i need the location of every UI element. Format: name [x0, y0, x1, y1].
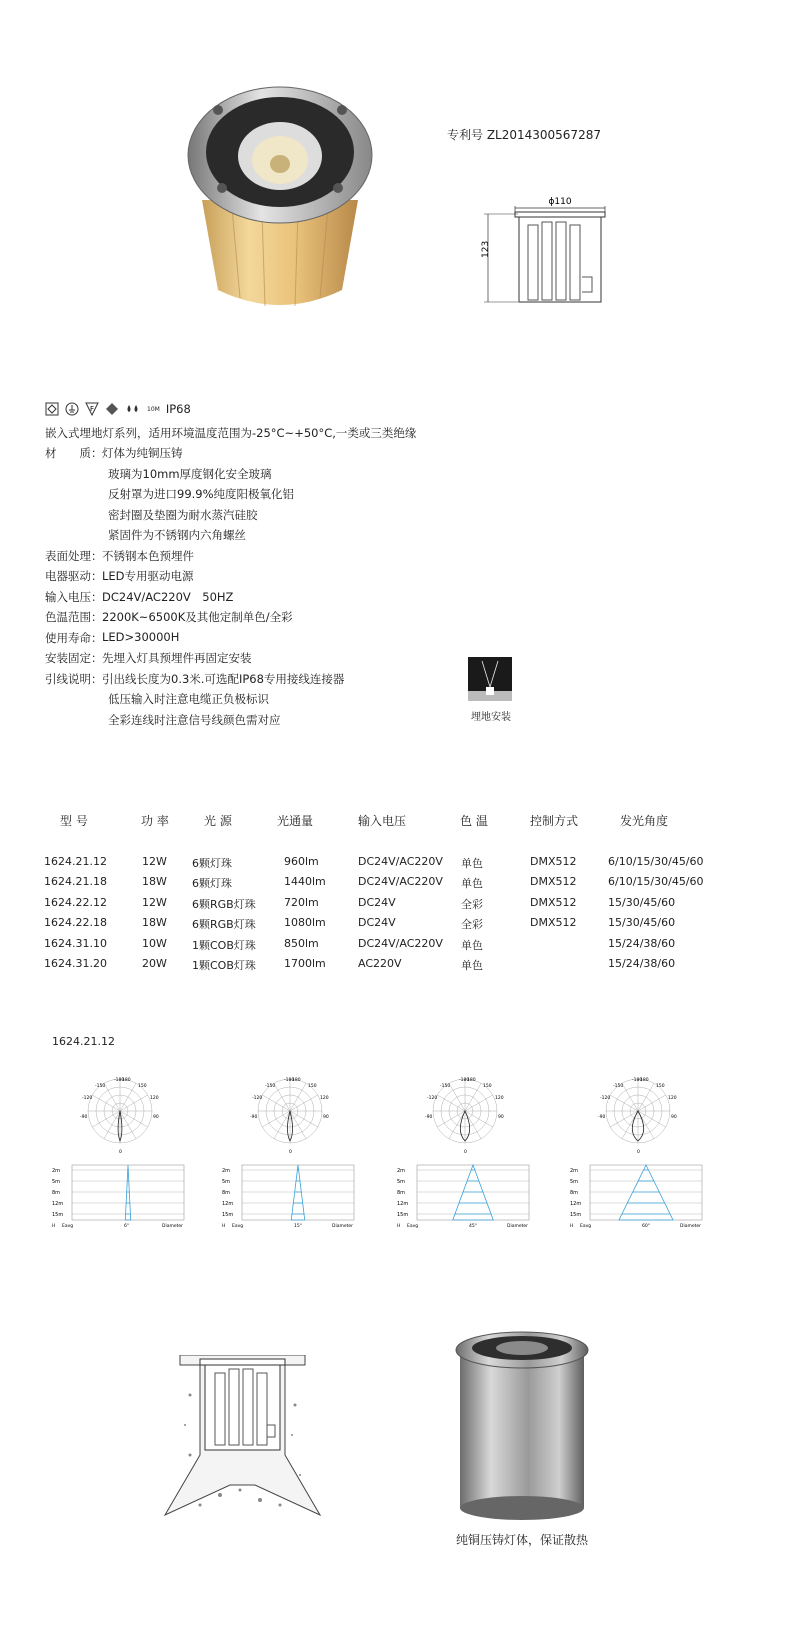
- table-cell: 720lm: [284, 895, 319, 909]
- distance-label: 2m: [52, 1168, 61, 1174]
- th-power: 功 率: [141, 814, 169, 828]
- table-row: [0, 896, 790, 917]
- polar-tick: 150: [483, 1084, 492, 1089]
- table-cell: 单色: [461, 877, 483, 891]
- table-cell: DC24V/AC220V: [358, 855, 443, 868]
- svg-text:H: H: [570, 1224, 574, 1229]
- product-photo-brass: [170, 80, 390, 320]
- polar-tick: 0: [289, 1150, 292, 1155]
- table-cell: 6颗RGB灯珠: [192, 897, 256, 911]
- spec-value: 反射罩为进口99.9%纯度阳极氧化铝: [108, 487, 295, 501]
- distance-label: 15m: [397, 1212, 409, 1218]
- table-cell: 1颗COB灯珠: [192, 938, 256, 952]
- polar-tick: 150: [308, 1084, 317, 1089]
- table-cell: DMX512: [530, 875, 577, 889]
- svg-text:Diameter: Diameter: [162, 1224, 184, 1229]
- table-cell: DMX512: [530, 916, 577, 930]
- table-cell: 1624.31.10: [44, 936, 107, 950]
- depth-mark: 10M: [147, 405, 160, 413]
- polar-tick: -180: [632, 1078, 643, 1083]
- table-row: [0, 875, 790, 896]
- table-cell: 单色: [461, 857, 483, 870]
- polar-tick: -90: [80, 1115, 88, 1120]
- spec-label: 表面处理：: [45, 549, 103, 563]
- polar-tick: -150: [265, 1084, 276, 1089]
- table-cell: 15/24/38/60: [608, 936, 676, 950]
- polar-tick: -150: [613, 1084, 624, 1089]
- distance-label: 12m: [570, 1201, 582, 1207]
- spec-value: 不锈钢本色预埋件: [102, 549, 194, 563]
- table-cell: 6颗RGB灯珠: [192, 918, 256, 932]
- th-flux: 光通量: [277, 814, 314, 828]
- beam-angle: 15°: [294, 1224, 302, 1229]
- polar-tick: -120: [252, 1096, 263, 1101]
- table-cell: 12W: [142, 895, 167, 909]
- table-cell: 10W: [142, 936, 167, 950]
- table-cell: 6/10/15/30/45/60: [608, 875, 704, 889]
- table-cell: 1624.31.20: [44, 957, 107, 970]
- polar-tick: -120: [82, 1096, 93, 1101]
- table-cell: 18W: [142, 875, 167, 889]
- caption: 纯铜压铸灯体，保证散热: [456, 1533, 589, 1547]
- polar-tick: 120: [495, 1096, 504, 1101]
- table-cell: 18W: [142, 916, 167, 930]
- spec-label: 色温范围：: [45, 610, 103, 624]
- svg-text:H: H: [397, 1224, 401, 1229]
- table-row: [0, 916, 790, 937]
- table-cell: 单色: [461, 938, 483, 952]
- svg-text:Diameter: Diameter: [332, 1224, 354, 1229]
- th-model: 型 号: [60, 814, 88, 828]
- inground-install-icon: [468, 657, 512, 701]
- spec-value: 灯体为纯铜压铸: [102, 446, 183, 460]
- spec-value: 全彩连线时注意信号线颜色需对应: [108, 713, 281, 727]
- dustproof-icon: [105, 402, 119, 416]
- polar-tick: -120: [427, 1096, 438, 1101]
- spec-label: 电器驱动：: [45, 569, 103, 583]
- polar-tick: 180: [467, 1078, 476, 1083]
- table-cell: 6颗灯珠: [192, 857, 232, 870]
- polar-tick: -90: [598, 1115, 606, 1120]
- polar-tick: 120: [320, 1096, 329, 1101]
- svg-text:Diameter: Diameter: [680, 1224, 702, 1229]
- polar-tick: -180: [284, 1078, 295, 1083]
- table-cell: 全彩: [461, 897, 483, 911]
- beam-angle: 60°: [642, 1224, 650, 1229]
- table-cell: 15/30/45/60: [608, 916, 676, 930]
- th-angle: 发光角度: [620, 814, 669, 828]
- f-mark-icon: [85, 402, 99, 416]
- table-cell: 15/24/38/60: [608, 957, 676, 970]
- polar-tick: 120: [668, 1096, 677, 1101]
- distance-label: 5m: [222, 1179, 231, 1185]
- polar-tick: -180: [459, 1078, 470, 1083]
- svg-text:F: F: [90, 405, 95, 413]
- polar-tick: 150: [656, 1084, 665, 1089]
- table-cell: DC24V: [358, 895, 396, 909]
- distance-label: 8m: [222, 1190, 231, 1196]
- table-cell: 20W: [142, 957, 167, 970]
- distance-label: 15m: [570, 1212, 582, 1218]
- table-cell: 1颗COB灯珠: [192, 959, 256, 972]
- table-cell: 960lm: [284, 855, 319, 868]
- table-cell: 单色: [461, 959, 483, 972]
- ip-rating: IP68: [165, 402, 191, 416]
- th-source: 光 源: [204, 814, 232, 828]
- distance-label: 2m: [397, 1168, 406, 1174]
- diameter-label: ϕ110: [548, 197, 572, 207]
- beam-angle: 45°: [469, 1224, 477, 1229]
- install-label: 埋地安装: [471, 712, 511, 723]
- product-photo-steel: [452, 1328, 592, 1523]
- table-row: [0, 957, 790, 978]
- distance-label: 2m: [222, 1168, 231, 1174]
- distance-label: 12m: [397, 1201, 409, 1207]
- distance-label: 15m: [222, 1212, 234, 1218]
- distance-label: 5m: [397, 1179, 406, 1185]
- distance-label: 5m: [52, 1179, 61, 1185]
- photometric-model: 1624.21.12: [52, 1035, 115, 1048]
- polar-tick: 180: [292, 1078, 301, 1083]
- beam-diagram: [568, 1075, 708, 1245]
- beam-angle: 6°: [124, 1224, 130, 1229]
- spec-value: 紧固件为不锈钢内六角螺丝: [108, 528, 246, 542]
- spec-value: DC24V/AC220V 50HZ: [102, 590, 234, 604]
- distance-label: 12m: [222, 1201, 234, 1207]
- polar-tick: 0: [119, 1150, 122, 1155]
- table-cell: 1440lm: [284, 875, 326, 889]
- polar-tick: 180: [640, 1078, 649, 1083]
- table-cell: 12W: [142, 855, 167, 868]
- polar-tick: -150: [95, 1084, 106, 1089]
- distance-label: 15m: [52, 1212, 64, 1218]
- spec-label: 安装固定：: [45, 651, 103, 665]
- table-cell: DC24V: [358, 916, 396, 930]
- table-cell: DMX512: [530, 855, 577, 868]
- table-cell: DC24V/AC220V: [358, 936, 443, 950]
- polar-tick: 180: [122, 1078, 131, 1083]
- table-row: [0, 937, 790, 958]
- table-cell: 1624.21.12: [44, 855, 107, 868]
- table-cell: 1624.22.18: [44, 916, 107, 930]
- beam-diagram: [220, 1075, 360, 1245]
- beam-diagram: [50, 1075, 190, 1245]
- polar-tick: 90: [323, 1115, 329, 1120]
- spec-label: 引线说明：: [45, 672, 103, 686]
- polar-tick: -90: [250, 1115, 258, 1120]
- description: 嵌入式埋地灯系列，适用环境温度范围为-25°C~+50°C,一类或三类绝缘: [45, 426, 417, 440]
- polar-tick: 150: [138, 1084, 147, 1089]
- spec-value: LED>30000H: [102, 630, 180, 644]
- table-cell: 6/10/15/30/45/60: [608, 855, 704, 868]
- th-control: 控制方式: [530, 814, 579, 828]
- svg-text:H: H: [52, 1224, 56, 1229]
- polar-tick: 0: [637, 1150, 640, 1155]
- distance-label: 8m: [570, 1190, 579, 1196]
- class-iii-icon: [45, 402, 59, 416]
- certification-icons: [45, 402, 191, 416]
- polar-tick: -180: [114, 1078, 125, 1083]
- th-cct: 色 温: [460, 814, 488, 828]
- table-cell: 15/30/45/60: [608, 895, 676, 909]
- height-label: 123: [481, 240, 491, 258]
- waterproof-icon: [125, 402, 141, 416]
- table-cell: DC24V/AC220V: [358, 875, 443, 889]
- spec-value: 玻璃为10mm厚度钢化安全玻璃: [108, 467, 272, 481]
- table-row: [0, 855, 790, 876]
- dimension-drawing: [470, 192, 610, 307]
- svg-text:Eavg: Eavg: [407, 1224, 419, 1229]
- spec-value: 先埋入灯具预埋件再固定安装: [102, 651, 252, 665]
- svg-text:Eavg: Eavg: [232, 1224, 244, 1229]
- distance-label: 8m: [52, 1190, 61, 1196]
- table-cell: DMX512: [530, 895, 577, 909]
- spec-value: LED专用驱动电源: [102, 569, 194, 583]
- distance-label: 8m: [397, 1190, 406, 1196]
- spec-value: 密封圈及垫圈为耐水蒸汽硅胶: [108, 508, 258, 522]
- spec-label: 使用寿命：: [45, 631, 103, 645]
- polar-tick: -120: [600, 1096, 611, 1101]
- polar-tick: 90: [153, 1115, 159, 1120]
- patent-number: 专利号 ZL2014300567287: [447, 128, 601, 142]
- table-cell: 850lm: [284, 936, 319, 950]
- distance-label: 2m: [570, 1168, 579, 1174]
- svg-text:H: H: [222, 1224, 226, 1229]
- svg-text:Diameter: Diameter: [507, 1224, 529, 1229]
- polar-tick: 90: [498, 1115, 504, 1120]
- table-cell: 1080lm: [284, 916, 326, 930]
- svg-text:Eavg: Eavg: [62, 1224, 74, 1229]
- table-cell: 1624.21.18: [44, 875, 107, 889]
- table-cell: 1700lm: [284, 957, 326, 970]
- installation-cross-section: [160, 1355, 325, 1520]
- spec-label: 材 质：: [45, 446, 103, 460]
- spec-label: 输入电压：: [45, 590, 103, 604]
- table-cell: AC220V: [358, 957, 402, 970]
- polar-tick: 0: [464, 1150, 467, 1155]
- ground-icon: [65, 402, 79, 416]
- polar-tick: 120: [150, 1096, 159, 1101]
- th-voltage: 输入电压: [358, 814, 407, 828]
- table-cell: 1624.22.12: [44, 895, 107, 909]
- svg-text:Eavg: Eavg: [580, 1224, 592, 1229]
- table-cell: 全彩: [461, 918, 483, 932]
- beam-diagram: [395, 1075, 535, 1245]
- table-cell: 6颗灯珠: [192, 877, 232, 891]
- polar-tick: -150: [440, 1084, 451, 1089]
- spec-value: 引出线长度为0.3米.可选配IP68专用接线连接器: [102, 672, 345, 686]
- spec-value: 2200K~6500K及其他定制单色/全彩: [102, 610, 293, 624]
- polar-tick: 90: [671, 1115, 677, 1120]
- distance-label: 5m: [570, 1179, 579, 1185]
- distance-label: 12m: [52, 1201, 64, 1207]
- polar-tick: -90: [425, 1115, 433, 1120]
- spec-value: 低压输入时注意电缆正负极标识: [108, 692, 269, 706]
